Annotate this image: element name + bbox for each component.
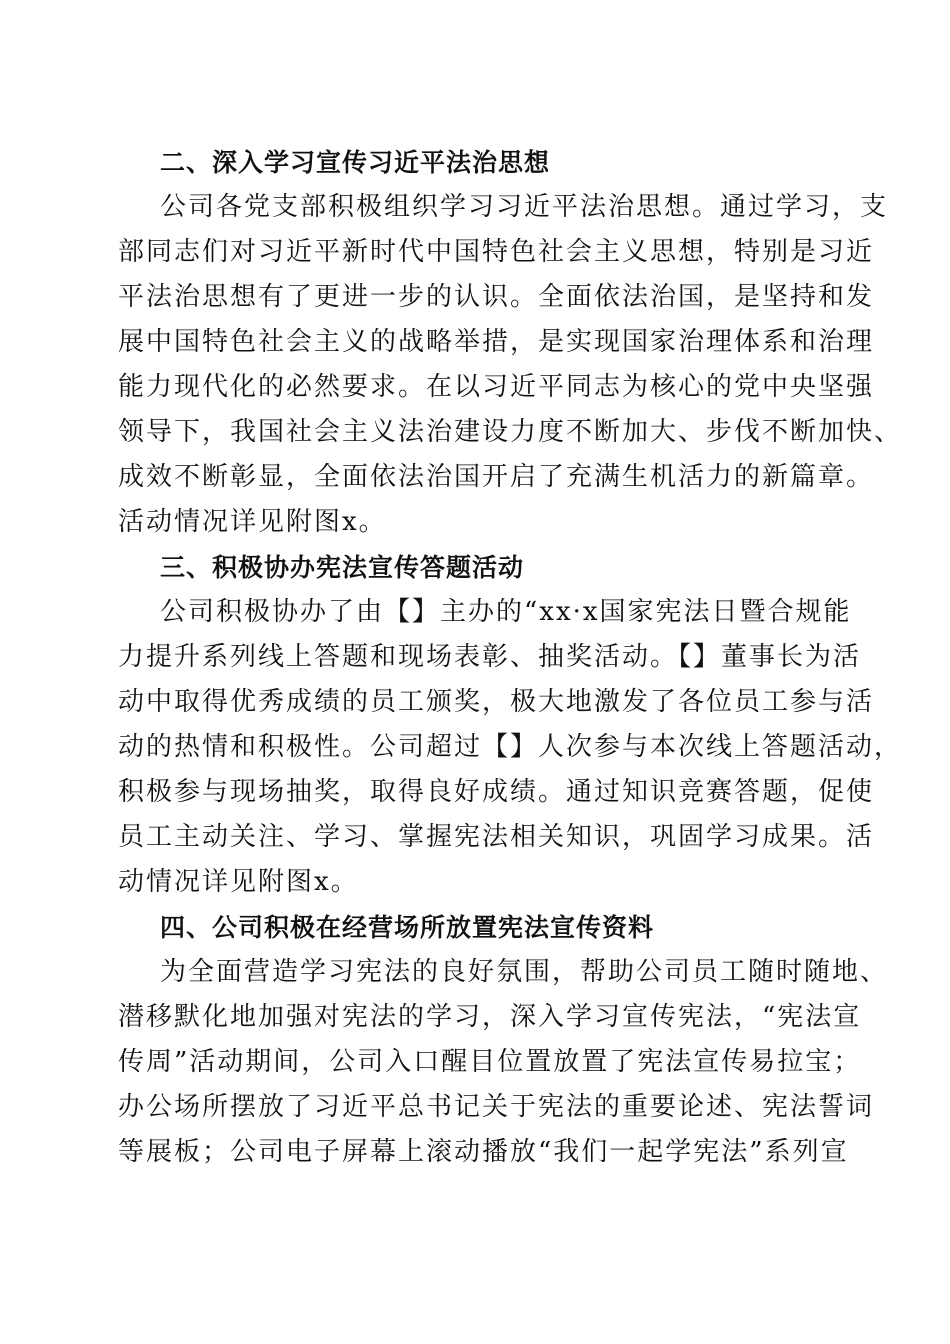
paragraph-line: 动中取得优秀成绩的员工颁奖，极大地激发了各位员工参与活	[118, 687, 875, 717]
paragraph-line: 为全面营造学习宪法的良好氛围，帮助公司员工随时随地、	[160, 957, 889, 987]
paragraph-line: 潜移默化地加强对宪法的学习，深入学习宣传宪法，“宪法宣	[118, 1002, 862, 1032]
paragraph-line: 办公场所摆放了习近平总书记关于宪法的重要论述、宪法誓词	[118, 1092, 875, 1122]
paragraph-line: 平法治思想有了更进一步的认识。全面依法治国，是坚持和发	[118, 282, 875, 312]
paragraph-line: 成效不断彰显，全面依法治国开启了充满生机活力的新篇章。	[118, 462, 875, 492]
paragraph-line: 动的热情和积极性。公司超过【】人次参与本次线上答题活动，	[118, 732, 903, 762]
paragraph-line: 员工主动关注、学习、掌握宪法相关知识，巩固学习成果。活	[118, 822, 875, 852]
paragraph-line: 活动情况详见附图x。	[118, 507, 387, 537]
section-heading-2: 二、深入学习宣传习近平法治思想	[160, 148, 551, 177]
paragraph-line: 传周”活动期间，公司入口醒目位置放置了宪法宣传易拉宝；	[118, 1047, 862, 1077]
paragraph-line: 部同志们对习近平新时代中国特色社会主义思想，特别是习近	[118, 237, 875, 267]
paragraph-line: 动情况详见附图x。	[118, 867, 359, 897]
section-paragraph-4	[118, 950, 889, 1175]
paragraph-line: 等展板；公司电子屏幕上滚动播放“我们一起学宪法”系列宣	[118, 1137, 849, 1167]
paragraph-line: 领导下，我国社会主义法治建设力度不断加大、步伐不断加快、	[118, 417, 903, 447]
section-paragraph-2	[118, 185, 903, 545]
section-heading-4: 四、公司积极在经营场所放置宪法宣传资料	[160, 913, 655, 942]
section-paragraph-3	[118, 590, 903, 905]
paragraph-line: 公司各党支部积极组织学习习近平法治思想。通过学习，支	[160, 192, 889, 222]
paragraph-line: 展中国特色社会主义的战略举措，是实现国家治理体系和治理	[118, 327, 875, 357]
paragraph-line: 公司积极协办了由【】主办的“xx·x国家宪法日暨合规能	[160, 597, 852, 627]
paragraph-line: 力提升系列线上答题和现场表彰、抽奖活动。【】董事长为活	[118, 642, 862, 672]
paragraph-line: 能力现代化的必然要求。在以习近平同志为核心的党中央坚强	[118, 372, 875, 402]
section-heading-3: 三、积极协办宪法宣传答题活动	[160, 553, 525, 582]
paragraph-line: 积极参与现场抽奖，取得良好成绩。通过知识竞赛答题，促使	[118, 777, 875, 807]
document-body	[118, 140, 903, 1175]
